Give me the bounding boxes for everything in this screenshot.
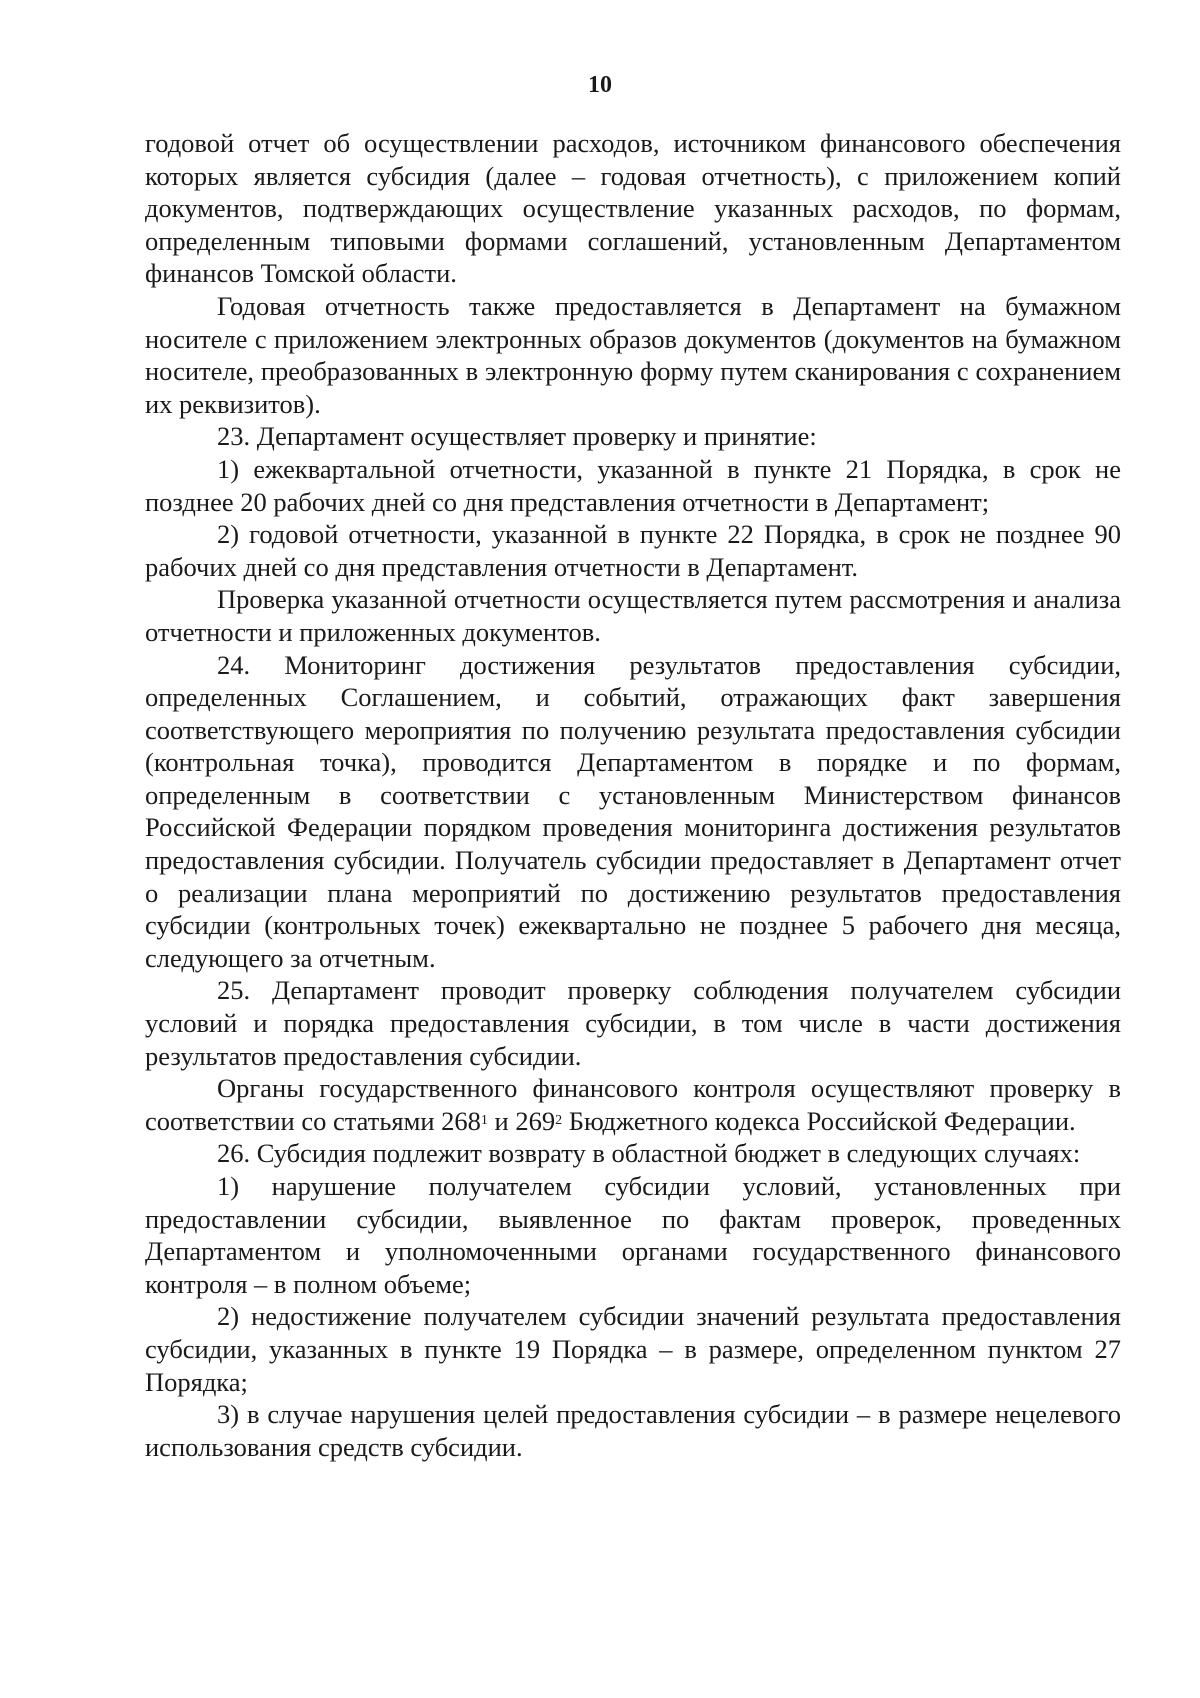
paragraph-item-23-2: 2) годовой отчетности, указанной в пункте 22 Порядка, в срок не позднее 90 рабочих дней со дня представления отчетности в Департамент. (145, 519, 1121, 582)
financial-control-text-2: и 269 (487, 1105, 556, 1136)
footnote-superscript-2: 2 (555, 1112, 563, 1128)
paragraph-item-26: 26. Субсидия подлежит возврату в областной бюджет в следующих случаях: (217, 1138, 1081, 1169)
financial-control-text-3: Бюджетного кодекса Российской Федерации. (562, 1105, 1076, 1136)
page-number: 10 (588, 72, 612, 98)
paragraph-item-25: 25. Департамент проводит проверку соблюдения получателем субсидии условий и порядка предоставления субсидии, в том числе в части достижения результатов предоставления субсидии. (145, 975, 1121, 1071)
footnote-superscript-1: 1 (480, 1112, 488, 1128)
paragraph-annual-report: годовой отчет об осуществлении расходов, источником финансового обеспечения которых является субсидия (далее – годовая отчетность), с приложением копий документов, подтверждающих осуществление указанных расходов, по формам, определенным типовыми формами соглашений, установленным Департаментом финансов Томской области. (145, 128, 1121, 289)
paragraph-item-26-2: 2) недостижение получателем субсидии значений результата предоставления субсидии, указанных в пункте 19 Порядка – в размере, определенном пунктом 27 Порядка; (145, 1301, 1121, 1397)
paragraph-annual-report-paper: Годовая отчетность также предоставляется в Департамент на бумажном носителе с приложением электронных образов документов (документов на бумажном носителе, преобразованных в электронную форму путем сканирования с сохранением их реквизитов). (145, 290, 1121, 419)
paragraph-item-26-1: 1) нарушение получателем субсидии условий, установленных при предоставлении субсидии, выявленное по фактам проверок, проведенных Департаментом и уполномоченными органами государственного финансового контроля – в полном объеме; (145, 1171, 1121, 1299)
financial-control-text-1: Органы государственного финансового контроля осуществляют проверку в соответствии со статьями 268 (145, 1073, 1121, 1136)
paragraph-financial-control (145, 1072, 1121, 1137)
paragraph-item-24: 24. Мониторинг достижения результатов предоставления субсидии, определенных Соглашением, и событий, отражающих факт завершения соответствующего мероприятия по получению результата предоставления субсидии (контрольная точка), проводится Департаментом в порядке и по формам, определенным в соответствии с установленным Министерством финансов Российской Федерации порядком проведения мониторинга достижения результатов предоставления субсидии. Получатель субсидии предоставляет в Департамент отчет о реализации плана мероприятий по достижению результатов предоставления субсидии (контрольных точек) ежеквартально не позднее 5 рабочего дня месяца, следующего за отчетным. (145, 649, 1121, 973)
paragraph-item-23-1: 1) ежеквартальной отчетности, указанной в пункте 21 Порядка, в срок не позднее 20 рабочих дней со дня представления отчетности в Департамент; (145, 453, 1121, 517)
paragraph-item-26-3: 3) в случае нарушения целей предоставления субсидии – в размере нецелевого использования средств субсидии. (145, 1399, 1121, 1462)
document-body (145, 127, 1121, 1463)
paragraph-verification: Проверка указанной отчетности осуществляется путем рассмотрения и анализа отчетности и приложенных документов. (145, 584, 1121, 647)
paragraph-item-23: 23. Департамент осуществляет проверку и принятие: (217, 421, 817, 452)
